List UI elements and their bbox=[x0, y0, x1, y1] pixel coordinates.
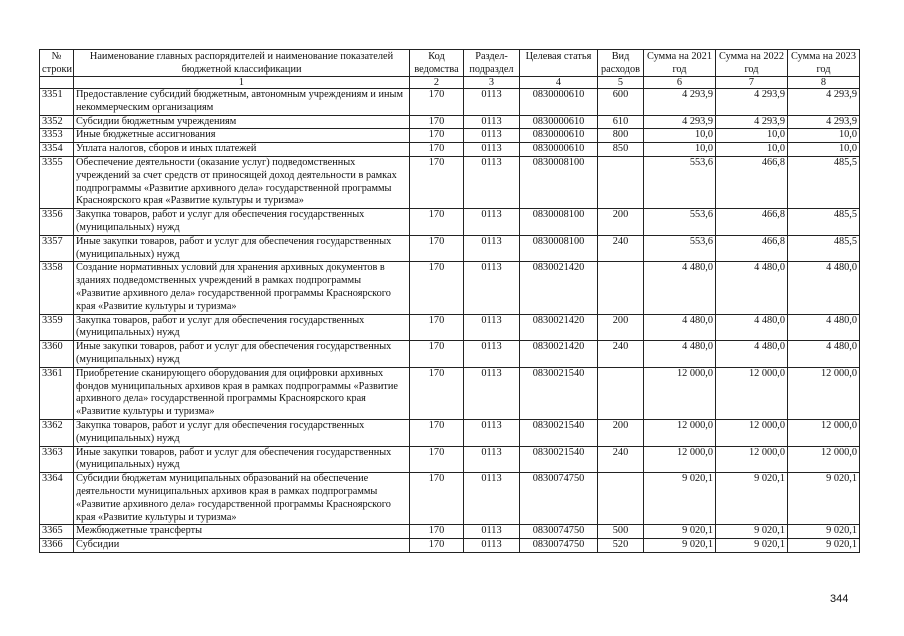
cell-name: Межбюджетные трансферты bbox=[74, 525, 410, 539]
table-row bbox=[40, 539, 860, 553]
cell-sum-2022: 466,8 bbox=[716, 209, 788, 236]
column-number: 2 bbox=[410, 77, 464, 89]
cell-sum-2021: 12 000,0 bbox=[644, 419, 716, 446]
cell-department-code: 170 bbox=[410, 209, 464, 236]
cell-target-article: 0830021540 bbox=[520, 446, 598, 473]
cell-section: 0113 bbox=[464, 262, 520, 314]
cell-name: Иные бюджетные ассигнования bbox=[74, 129, 410, 143]
cell-section: 0113 bbox=[464, 314, 520, 341]
cell-name: Субсидии бюджетам муниципальных образований на обеспечение деятельности муниципальных архивов края в рамках подпрограммы «Развитие архивного дела» государственной программы Красноярского края «Развитие культуры и туризма» bbox=[74, 473, 410, 525]
cell-department-code: 170 bbox=[410, 129, 464, 143]
cell-row-number: 3360 bbox=[40, 341, 74, 368]
header-sum-2022: Сумма на 2022 год bbox=[716, 50, 788, 77]
cell-sum-2022: 9 020,1 bbox=[716, 473, 788, 525]
cell-sum-2021: 4 480,0 bbox=[644, 262, 716, 314]
cell-sum-2021: 12 000,0 bbox=[644, 446, 716, 473]
cell-expense-type: 240 bbox=[598, 446, 644, 473]
cell-sum-2023: 4 480,0 bbox=[788, 314, 860, 341]
cell-target-article: 0830008100 bbox=[520, 209, 598, 236]
cell-target-article: 0830074750 bbox=[520, 473, 598, 525]
cell-expense-type bbox=[598, 367, 644, 419]
cell-row-number: 3364 bbox=[40, 473, 74, 525]
cell-target-article: 0830021420 bbox=[520, 341, 598, 368]
column-number: 7 bbox=[716, 77, 788, 89]
cell-row-number: 3365 bbox=[40, 525, 74, 539]
header-sum-2021: Сумма на 2021 год bbox=[644, 50, 716, 77]
cell-sum-2021: 4 480,0 bbox=[644, 341, 716, 368]
cell-name: Обеспечение деятельности (оказание услуг) подведомственных учреждений за счет средств от приносящей доход деятельности в рамках подпрограммы «Развитие архивного дела» государственной программы Красноярского края «Развитие культуры и туризма» bbox=[74, 156, 410, 208]
cell-sum-2021: 4 293,9 bbox=[644, 89, 716, 116]
cell-section: 0113 bbox=[464, 446, 520, 473]
cell-name: Создание нормативных условий для хранения архивных документов в зданиях подведомственных учреждений в рамках подпрограммы «Развитие архивного дела» государственной программы Красноярского края «Развитие культуры и туризма» bbox=[74, 262, 410, 314]
cell-section: 0113 bbox=[464, 235, 520, 262]
cell-department-code: 170 bbox=[410, 473, 464, 525]
cell-department-code: 170 bbox=[410, 525, 464, 539]
cell-row-number: 3355 bbox=[40, 156, 74, 208]
cell-expense-type: 200 bbox=[598, 209, 644, 236]
cell-department-code: 170 bbox=[410, 262, 464, 314]
cell-row-number: 3358 bbox=[40, 262, 74, 314]
cell-section: 0113 bbox=[464, 419, 520, 446]
cell-sum-2023: 10,0 bbox=[788, 143, 860, 157]
cell-department-code: 170 bbox=[410, 89, 464, 116]
table-row bbox=[40, 314, 860, 341]
cell-expense-type: 600 bbox=[598, 89, 644, 116]
cell-sum-2023: 4 293,9 bbox=[788, 89, 860, 116]
cell-sum-2022: 4 293,9 bbox=[716, 89, 788, 116]
cell-section: 0113 bbox=[464, 341, 520, 368]
cell-target-article: 0830000610 bbox=[520, 115, 598, 129]
cell-row-number: 3366 bbox=[40, 539, 74, 553]
table-row bbox=[40, 209, 860, 236]
cell-name: Субсидии bbox=[74, 539, 410, 553]
cell-department-code: 170 bbox=[410, 446, 464, 473]
cell-sum-2021: 12 000,0 bbox=[644, 367, 716, 419]
cell-row-number: 3357 bbox=[40, 235, 74, 262]
budget-table bbox=[39, 49, 860, 553]
cell-name: Иные закупки товаров, работ и услуг для обеспечения государственных (муниципальных) нужд bbox=[74, 341, 410, 368]
cell-target-article: 0830021420 bbox=[520, 314, 598, 341]
cell-expense-type: 520 bbox=[598, 539, 644, 553]
cell-expense-type: 200 bbox=[598, 419, 644, 446]
cell-department-code: 170 bbox=[410, 156, 464, 208]
cell-expense-type: 610 bbox=[598, 115, 644, 129]
cell-section: 0113 bbox=[464, 367, 520, 419]
header-section: Раздел-подраздел bbox=[464, 50, 520, 77]
cell-sum-2021: 9 020,1 bbox=[644, 525, 716, 539]
header-sum-2023: Сумма на 2023 год bbox=[788, 50, 860, 77]
cell-section: 0113 bbox=[464, 89, 520, 116]
table-row bbox=[40, 235, 860, 262]
cell-sum-2022: 4 480,0 bbox=[716, 341, 788, 368]
cell-name: Уплата налогов, сборов и иных платежей bbox=[74, 143, 410, 157]
cell-expense-type: 850 bbox=[598, 143, 644, 157]
cell-name: Закупка товаров, работ и услуг для обеспечения государственных (муниципальных) нужд bbox=[74, 419, 410, 446]
cell-target-article: 0830021540 bbox=[520, 419, 598, 446]
cell-sum-2023: 4 480,0 bbox=[788, 262, 860, 314]
cell-target-article: 0830021420 bbox=[520, 262, 598, 314]
header-name: Наименование главных распорядителей и наименование показателей бюджетной классификации bbox=[74, 50, 410, 77]
table-row bbox=[40, 446, 860, 473]
cell-expense-type: 240 bbox=[598, 341, 644, 368]
cell-section: 0113 bbox=[464, 156, 520, 208]
cell-sum-2021: 4 293,9 bbox=[644, 115, 716, 129]
cell-row-number: 3356 bbox=[40, 209, 74, 236]
cell-expense-type bbox=[598, 262, 644, 314]
table-row bbox=[40, 129, 860, 143]
table-row bbox=[40, 473, 860, 525]
cell-sum-2023: 9 020,1 bbox=[788, 539, 860, 553]
cell-row-number: 3361 bbox=[40, 367, 74, 419]
table-row bbox=[40, 89, 860, 116]
column-number: 1 bbox=[74, 77, 410, 89]
table-row bbox=[40, 262, 860, 314]
table-row bbox=[40, 367, 860, 419]
cell-section: 0113 bbox=[464, 129, 520, 143]
cell-name: Приобретение сканирующего оборудования для оцифровки архивных фондов муниципальных архивов края в рамках подпрограммы «Развитие архивного дела» государственной программы Красноярского края «Развитие культуры и туризма» bbox=[74, 367, 410, 419]
cell-target-article: 0830074750 bbox=[520, 525, 598, 539]
cell-sum-2023: 9 020,1 bbox=[788, 473, 860, 525]
cell-sum-2021: 9 020,1 bbox=[644, 539, 716, 553]
cell-section: 0113 bbox=[464, 473, 520, 525]
table-row bbox=[40, 419, 860, 446]
cell-sum-2022: 10,0 bbox=[716, 129, 788, 143]
cell-expense-type bbox=[598, 156, 644, 208]
cell-sum-2023: 10,0 bbox=[788, 129, 860, 143]
cell-sum-2022: 466,8 bbox=[716, 156, 788, 208]
table-row bbox=[40, 143, 860, 157]
cell-expense-type bbox=[598, 473, 644, 525]
cell-sum-2022: 9 020,1 bbox=[716, 525, 788, 539]
header-expense-type: Вид расходов bbox=[598, 50, 644, 77]
cell-sum-2021: 9 020,1 bbox=[644, 473, 716, 525]
cell-target-article: 0830021540 bbox=[520, 367, 598, 419]
column-number: 5 bbox=[598, 77, 644, 89]
cell-sum-2023: 4 293,9 bbox=[788, 115, 860, 129]
column-number: 6 bbox=[644, 77, 716, 89]
cell-sum-2021: 10,0 bbox=[644, 129, 716, 143]
cell-section: 0113 bbox=[464, 115, 520, 129]
cell-department-code: 170 bbox=[410, 367, 464, 419]
cell-department-code: 170 bbox=[410, 539, 464, 553]
cell-sum-2023: 485,5 bbox=[788, 156, 860, 208]
cell-name: Закупка товаров, работ и услуг для обеспечения государственных (муниципальных) нужд bbox=[74, 314, 410, 341]
cell-row-number: 3363 bbox=[40, 446, 74, 473]
cell-sum-2023: 4 480,0 bbox=[788, 341, 860, 368]
cell-department-code: 170 bbox=[410, 115, 464, 129]
cell-sum-2021: 4 480,0 bbox=[644, 314, 716, 341]
column-number-row bbox=[40, 77, 860, 89]
cell-department-code: 170 bbox=[410, 235, 464, 262]
cell-sum-2021: 553,6 bbox=[644, 156, 716, 208]
cell-sum-2023: 485,5 bbox=[788, 235, 860, 262]
header-row bbox=[40, 50, 860, 77]
header-row-number: № строки bbox=[40, 50, 74, 77]
cell-section: 0113 bbox=[464, 143, 520, 157]
cell-row-number: 3359 bbox=[40, 314, 74, 341]
cell-target-article: 0830008100 bbox=[520, 156, 598, 208]
cell-name: Предоставление субсидий бюджетным, автономным учреждениям и иным некоммерческим организациям bbox=[74, 89, 410, 116]
column-number: 4 bbox=[520, 77, 598, 89]
cell-sum-2023: 485,5 bbox=[788, 209, 860, 236]
cell-target-article: 0830008100 bbox=[520, 235, 598, 262]
table-row bbox=[40, 341, 860, 368]
cell-expense-type: 800 bbox=[598, 129, 644, 143]
cell-sum-2022: 4 480,0 bbox=[716, 262, 788, 314]
cell-name: Иные закупки товаров, работ и услуг для обеспечения государственных (муниципальных) нужд bbox=[74, 235, 410, 262]
cell-sum-2022: 4 293,9 bbox=[716, 115, 788, 129]
cell-department-code: 170 bbox=[410, 341, 464, 368]
column-number: 3 bbox=[464, 77, 520, 89]
table-row bbox=[40, 156, 860, 208]
cell-sum-2022: 12 000,0 bbox=[716, 446, 788, 473]
cell-sum-2023: 12 000,0 bbox=[788, 419, 860, 446]
cell-department-code: 170 bbox=[410, 143, 464, 157]
cell-sum-2022: 12 000,0 bbox=[716, 367, 788, 419]
cell-sum-2022: 9 020,1 bbox=[716, 539, 788, 553]
table-row bbox=[40, 115, 860, 129]
cell-row-number: 3353 bbox=[40, 129, 74, 143]
cell-expense-type: 500 bbox=[598, 525, 644, 539]
column-number: 8 bbox=[788, 77, 860, 89]
cell-sum-2021: 553,6 bbox=[644, 209, 716, 236]
cell-expense-type: 240 bbox=[598, 235, 644, 262]
cell-sum-2022: 4 480,0 bbox=[716, 314, 788, 341]
cell-row-number: 3351 bbox=[40, 89, 74, 116]
cell-sum-2022: 10,0 bbox=[716, 143, 788, 157]
cell-sum-2022: 466,8 bbox=[716, 235, 788, 262]
cell-name: Закупка товаров, работ и услуг для обеспечения государственных (муниципальных) нужд bbox=[74, 209, 410, 236]
cell-section: 0113 bbox=[464, 539, 520, 553]
header-target-article: Целевая статья bbox=[520, 50, 598, 77]
cell-row-number: 3352 bbox=[40, 115, 74, 129]
cell-target-article: 0830000610 bbox=[520, 89, 598, 116]
cell-row-number: 3354 bbox=[40, 143, 74, 157]
cell-sum-2023: 12 000,0 bbox=[788, 446, 860, 473]
cell-sum-2023: 12 000,0 bbox=[788, 367, 860, 419]
cell-expense-type: 200 bbox=[598, 314, 644, 341]
table-row bbox=[40, 525, 860, 539]
cell-department-code: 170 bbox=[410, 419, 464, 446]
cell-sum-2023: 9 020,1 bbox=[788, 525, 860, 539]
cell-target-article: 0830000610 bbox=[520, 129, 598, 143]
cell-section: 0113 bbox=[464, 525, 520, 539]
cell-target-article: 0830000610 bbox=[520, 143, 598, 157]
page-number: 344 bbox=[830, 593, 849, 605]
header-department-code: Код ведомства bbox=[410, 50, 464, 77]
cell-target-article: 0830074750 bbox=[520, 539, 598, 553]
cell-sum-2021: 553,6 bbox=[644, 235, 716, 262]
cell-name: Субсидии бюджетным учреждениям bbox=[74, 115, 410, 129]
cell-department-code: 170 bbox=[410, 314, 464, 341]
cell-row-number: 3362 bbox=[40, 419, 74, 446]
cell-sum-2021: 10,0 bbox=[644, 143, 716, 157]
cell-section: 0113 bbox=[464, 209, 520, 236]
cell-name: Иные закупки товаров, работ и услуг для обеспечения государственных (муниципальных) нужд bbox=[74, 446, 410, 473]
column-number bbox=[40, 77, 74, 89]
cell-sum-2022: 12 000,0 bbox=[716, 419, 788, 446]
